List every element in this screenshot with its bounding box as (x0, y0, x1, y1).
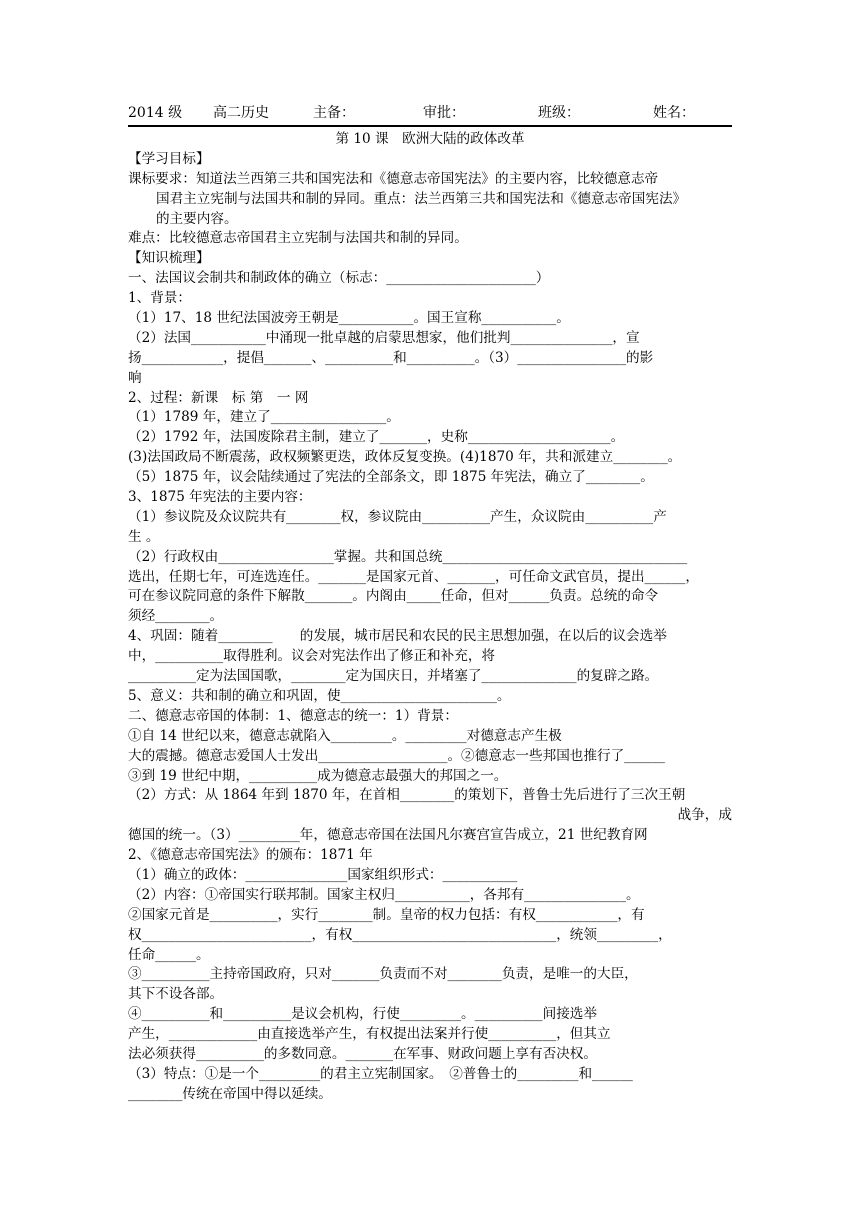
header-host: 主备： (313, 105, 355, 121)
header-name: 姓名： (653, 105, 695, 121)
text-line: 2、《德意志帝国宪法》的颁布：1871 年 (128, 847, 373, 864)
text-line: 法必须获得__________的多数同意。_______在军事、财政问题上享有否决权。 (128, 1045, 597, 1062)
text-line: 德国的统一。（3）_________年，德意志帝国在法国凡尔赛宫宣告成立，21 世纪教育网 (128, 827, 648, 844)
text-line: （1）确立的政体：_______________国家组织形式：___________ (128, 866, 518, 883)
text-line: 【知识梳理】 (128, 250, 210, 267)
text-line: __________定为法国国歌，________定为国庆日，并堵塞了______________的复辟之路。 (128, 668, 659, 685)
text-line: 任命______。 (128, 946, 210, 963)
text-line: （1）1789 年，建立了_________________。 (128, 409, 400, 426)
text-line: 其下不设各部。 (128, 986, 224, 1003)
text-line: ________传统在帝国中得以延续。 (128, 1085, 332, 1102)
header-review: 审批： (423, 105, 465, 121)
document-body (128, 130, 732, 1105)
text-line: （2）1792 年，法国废除君主制，建立了_______，史称_____________________。 (128, 429, 625, 446)
text-line: ④__________和__________是议会机构，行使_________。__________间接选举 (128, 1006, 597, 1023)
text-line: 可在参议院同意的条件下解散_______。内阁由_____任命，但对______负责。总统的命令 (128, 588, 659, 605)
text-line: 1、背景： (128, 290, 192, 307)
text-line: 5、意义：共和制的确立和巩固，使_______________________。 (128, 687, 511, 704)
header-row (128, 103, 732, 123)
text-line: 战争，成 (677, 807, 732, 824)
text-line: 2、过程：新课 标 第 一 网 (128, 389, 309, 406)
text-line: ①自 14 世纪以来，德意志就陷入_________。_________对德意志产生极 (128, 727, 562, 744)
text-line: （2）行政权由_________________掌握。共和国总统____________________________________ (128, 548, 688, 565)
text-line: 3、1875 年宪法的主要内容： (128, 489, 312, 506)
text-line: 课标要求：知道法兰西第三共和国宪法和《德意志帝国宪法》的主要内容，比较德意志帝 (128, 170, 659, 187)
text-line: 扬____________，提倡_______、__________和__________。（3）________________的影 (128, 349, 654, 366)
text-line: 二、德意志帝国的体制：1、德意志的统一：1）背景： (128, 707, 458, 724)
text-line: 【学习目标】 (128, 150, 210, 167)
header-subject: 高二历史 (213, 105, 269, 121)
text-line: （2）法国___________中涌现一批卓越的启蒙思想家，他们批判_______________，宣 (128, 329, 640, 346)
header-rule (128, 125, 732, 127)
text-line: 一、法国议会制共和制政体的确立（标志：______________________） (128, 270, 550, 287)
text-line: 响 (128, 369, 142, 386)
text-line: (3)法国政局不断震荡，政权频繁更迭，政体反复变换。(4)1870 年，共和派建立________。 (128, 449, 682, 466)
text-line: 大的震撼。德意志爱国人士发出___________________。②德意志一些邦国也推行了______ (128, 747, 665, 764)
text-line: 4、巩固：随着________ 的发展，城市居民和农民的民主思想加强，在以后的议会选举 (128, 628, 667, 645)
text-line: （5）1875 年，议会陆续通过了宪法的全部条文，即 1875 年宪法，确立了________。 (128, 469, 654, 486)
text-line: 的主要内容。 (156, 210, 238, 227)
text-line: 须经________。 (128, 608, 224, 625)
header-class: 班级： (538, 105, 580, 121)
text-line: 权_________________________，有权______________________________，统领_________， (128, 926, 672, 943)
text-line: （2）内容：①帝国实行联邦制。国家主权归___________，各邦有_______________。 (128, 886, 640, 903)
lesson-title: 第 10 课 欧洲大陆的政体改革 (335, 131, 525, 147)
text-line: ②国家元首是__________，实行________制。皇帝的权力包括：有权____________，有 (128, 906, 645, 923)
text-line: （3）特点：①是一个_________的君主立宪制国家。 ②普鲁士的_________和______ (128, 1065, 633, 1082)
text-line: 国君主立宪制与法国共和制的异同。重点：法兰西第三共和国宪法和《德意志帝国宪法》 (156, 190, 687, 207)
text-line: ③__________主持帝国政府，只对_______负责而不对________负责，是唯一的大臣， (128, 966, 638, 983)
text-line: 难点：比较德意志帝国君主立宪制与法国共和制的异同。 (128, 230, 468, 247)
page-header (128, 103, 732, 123)
text-line: 中，__________取得胜利。议会对宪法作出了修正和补充，将 (128, 648, 496, 665)
text-line: （1）17、18 世纪法国波旁王朝是___________。国王宣称___________。 (128, 310, 570, 327)
text-line: （2）方式：从 1864 年到 1870 年，在首相________的策划下，普鲁士先后进行了三次王朝 (128, 787, 686, 804)
text-line: 产生，_____________由直接选举产生，有权提出法案并行使__________，但其立 (128, 1026, 611, 1043)
header-grade: 2014 级 (128, 105, 183, 121)
text-line: （1）参议院及众议院共有________权，参议院由__________产生，众议院由__________产 (128, 508, 667, 525)
text-line: 生 。 (128, 528, 160, 545)
text-line: 选出，任期七年，可连选连任。_______是国家元首、_______，可任命文武官员，提出______， (128, 568, 699, 585)
text-line: ③到 19 世纪中期，__________成为德意志最强大的邦国之一。 (128, 767, 508, 784)
